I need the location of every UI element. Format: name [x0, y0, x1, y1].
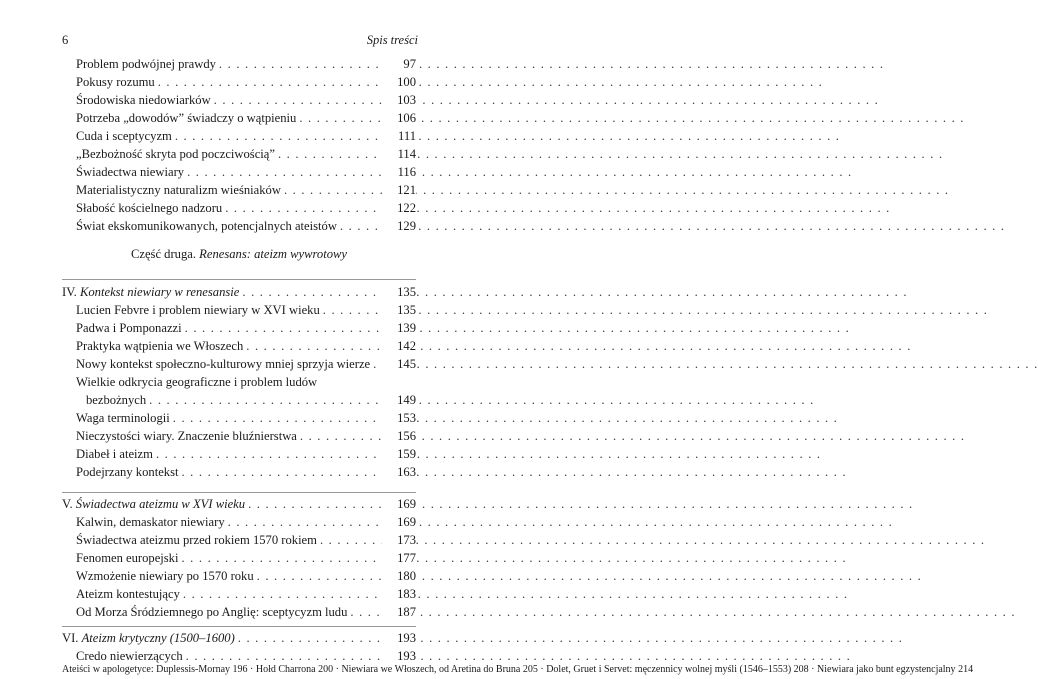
leader-dots: [175, 128, 840, 145]
toc-entry-title: Kalwin, demaskator niewiary: [76, 514, 228, 531]
toc-entry-title: Środowiska niedowiarków: [76, 92, 214, 109]
leader-dots: [323, 302, 988, 319]
toc-entry[interactable]: [817, 664, 973, 675]
toc-page-number: 145: [382, 356, 416, 373]
chapter-title: Świadectwa ateizmu w XVI wieku: [75, 497, 246, 511]
toc-entry-title: Potrzeba „dowodów” świadczy o wątpieniu: [76, 110, 299, 127]
toc-entry[interactable]: [62, 428, 416, 445]
toc-entry[interactable]: [62, 200, 416, 217]
toc-page-number: 103: [382, 92, 416, 109]
toc-page-number: 142: [382, 338, 416, 355]
leader-dots: [340, 218, 1005, 235]
leader-dots: [225, 200, 890, 217]
leader-dots: [246, 338, 911, 355]
toc-page-number: 106: [382, 110, 416, 127]
toc-page-number: 111: [382, 128, 416, 145]
leader-dots: [158, 74, 823, 91]
toc-entry[interactable]: [62, 92, 416, 109]
toc-page-number: 97: [382, 56, 416, 73]
toc-entry-title: Ateiści w apologetyce: Duplessis-Mornay: [62, 664, 231, 675]
toc-entry-title: Ateizm kontestujący: [76, 586, 183, 603]
toc-page-number: 193: [382, 648, 416, 665]
toc-entry-title: Wzmożenie niewiary po 1570 roku: [76, 568, 257, 585]
toc-entry-title: Świadectwa ateizmu przed rokiem 1570 rokiem: [76, 532, 320, 549]
toc-entry-title: Niewiara jako bunt egzystencjalny: [817, 664, 956, 675]
chapter-number: VI.: [62, 631, 79, 645]
toc-page-number: 163: [382, 464, 416, 481]
toc-entry-title: Wielkie odkrycia geograficzne i problem ludów: [76, 374, 320, 391]
chapter-title: Kontekst niewiary w renesansie: [79, 285, 240, 299]
toc-page-number: 121: [382, 182, 416, 199]
leader-dots: [248, 496, 913, 513]
toc-entry-title: Problem podwójnej prawdy: [76, 56, 219, 73]
toc-entry-title: Diabeł i ateizm: [76, 446, 156, 463]
chapter-heading[interactable]: [62, 496, 416, 513]
toc-entry-title: Padwa i Pomponazzi: [76, 320, 185, 337]
toc-page-number: 200: [318, 664, 334, 675]
toc-page-number: 173: [382, 532, 416, 549]
toc-entry-title: „Bezbożność skryta pod poczciwością”: [76, 146, 278, 163]
section-divider: [62, 492, 416, 493]
leader-dots: [149, 392, 814, 409]
leader-dots: [181, 550, 846, 567]
chapter-heading[interactable]: [62, 284, 416, 301]
leader-dots: [238, 630, 903, 647]
toc-page-number: 177: [382, 550, 416, 567]
toc-entry[interactable]: [62, 604, 416, 621]
toc-entry[interactable]: [62, 410, 416, 427]
leader-dots: [373, 356, 1038, 373]
section-divider: [62, 626, 416, 627]
part-heading-title: Renesans: ateizm wywrotowy: [199, 247, 348, 261]
toc-page-number: 193: [382, 630, 416, 647]
toc-entry-title: Od Morza Śródziemnego po Anglię: sceptycyzm ludu: [76, 604, 350, 621]
toc-entry-title: Cuda i sceptycyzm: [76, 128, 175, 145]
toc-page-number: 149: [382, 392, 416, 409]
toc-entry-title: Lucien Febvre i problem niewiary w XVI wieku: [76, 302, 323, 319]
toc-page-number: 159: [382, 446, 416, 463]
leader-dots: [219, 56, 884, 73]
toc-page-number: 135: [382, 302, 416, 319]
part-heading: [62, 246, 416, 263]
toc-entry-title: Niewiara we Włoszech, od Aretina do Bruna: [341, 664, 521, 675]
toc-page-number: 116: [382, 164, 416, 181]
chapter-number: V.: [62, 497, 73, 511]
toc-page-number: 208: [793, 664, 809, 675]
toc-entry[interactable]: [62, 550, 416, 567]
toc-entry[interactable]: [62, 374, 416, 391]
toc-page-number: 169: [382, 514, 416, 531]
toc-entry-title: Pokusy rozumu: [76, 74, 158, 91]
toc-entry[interactable]: [62, 74, 416, 91]
leader-dots: [187, 164, 852, 181]
toc-entry[interactable]: [256, 664, 333, 675]
toc-entry[interactable]: [62, 446, 416, 463]
toc-entry-title: Świat ekskomunikowanych, potencjalnych ateistów: [76, 218, 340, 235]
leader-dots: [183, 586, 848, 603]
toc-entry-title: Fenomen europejski: [76, 550, 181, 567]
toc-entry[interactable]: [341, 664, 537, 675]
toc-entry-title: Dolet, Gruet i Servet: męczennicy wolnej myśli: [546, 664, 737, 675]
toc-page-number: 183: [382, 586, 416, 603]
toc-entry[interactable]: [62, 164, 416, 181]
toc-page-number: 153: [382, 410, 416, 427]
toc-entry[interactable]: [62, 128, 416, 145]
leader-dots: [350, 604, 1015, 621]
toc-page-number: 100: [382, 74, 416, 91]
toc-entry[interactable]: [62, 586, 416, 603]
toc-page-number: 214: [958, 664, 974, 675]
toc-page-number: 187: [382, 604, 416, 621]
toc-page-number: 205: [522, 664, 538, 675]
toc-entry-title: Świadectwa niewiary: [76, 164, 187, 181]
chapter-vi-entries-overflow: Ateiści w apologetyce: Duplessis-Mornay 196 · Hołd Charrona 200 · Niewiara we Włoszech, od Aretina do Bruna 205 · Dolet, Gruet i Servet: męczennicy wolnej myśli (1546–1553) 208 · Niewiara jako bunt egzystencjalny 214: [62, 664, 974, 675]
toc-entry[interactable]: [62, 320, 416, 337]
toc-entry[interactable]: [62, 146, 416, 163]
leader-dots: [214, 92, 879, 109]
toc-entry[interactable]: [62, 568, 416, 585]
toc-entry-title: Nieczystości wiary. Znaczenie bluźnierstwa: [76, 428, 300, 445]
chapter-title: Ateizm krytyczny (1500–1600): [81, 631, 235, 645]
toc-entry[interactable]: [62, 532, 416, 549]
toc-page-number: 139: [382, 320, 416, 337]
leader-dots: [278, 146, 943, 163]
toc-page-number: 156: [382, 428, 416, 445]
leader-dots: [181, 464, 846, 481]
toc-entry[interactable]: [62, 218, 416, 235]
toc-entry-continuation[interactable]: [62, 392, 416, 409]
page-number: 6: [62, 33, 69, 47]
leader-dots: [185, 320, 850, 337]
toc-entry-title: Praktyka wątpienia we Włoszech: [76, 338, 246, 355]
toc-entry[interactable]: [62, 182, 416, 199]
leader-dots: [228, 514, 893, 531]
running-title: Spis treści: [366, 33, 418, 47]
toc-page-number: 122: [382, 200, 416, 217]
toc-entry-title: Podejrzany kontekst: [76, 464, 181, 481]
toc-entry[interactable]: [62, 514, 416, 531]
leader-dots: [173, 410, 838, 427]
toc-page-number: 129: [382, 218, 416, 235]
toc-entry[interactable]: [62, 356, 416, 373]
toc-entry-title: Materialistyczny naturalizm wieśniaków: [76, 182, 284, 199]
section-divider: [62, 279, 416, 280]
part-heading-prefix: Część druga.: [130, 247, 197, 261]
leader-dots: [156, 446, 821, 463]
toc-page-number: 180: [382, 568, 416, 585]
toc-entry-title: Nowy kontekst społeczno-kulturowy mniej sprzyja wierze: [76, 356, 373, 373]
toc-entry-title: Waga terminologii: [76, 410, 173, 427]
toc-entry-title: Credo niewierzących: [76, 648, 186, 665]
toc-page-number: 135: [382, 284, 416, 301]
toc-entry-title: Słabość kościelnego nadzoru: [76, 200, 225, 217]
toc-entry[interactable]: [62, 464, 416, 481]
toc-entry[interactable]: [62, 338, 416, 355]
toc-entry[interactable]: [62, 664, 248, 675]
toc-entry-title: Hołd Charrona: [255, 664, 316, 675]
toc-page-number: 114: [382, 146, 416, 163]
leader-dots: [242, 284, 907, 301]
toc-entry[interactable]: [62, 110, 416, 127]
toc-page-number: 169: [382, 496, 416, 513]
toc-entry[interactable]: [62, 302, 416, 319]
leader-dots: [257, 568, 922, 585]
toc-page-number: 196: [232, 664, 248, 675]
toc-entry[interactable]: [62, 56, 416, 73]
toc-entry[interactable]: [546, 664, 808, 675]
chapter-heading[interactable]: [62, 630, 416, 647]
chapter-number: IV.: [62, 285, 77, 299]
toc-entry-title-continued: (1546–1553): [739, 664, 792, 675]
toc-entry-title-continued: bezbożnych: [86, 392, 149, 409]
leader-dots: [320, 532, 985, 549]
